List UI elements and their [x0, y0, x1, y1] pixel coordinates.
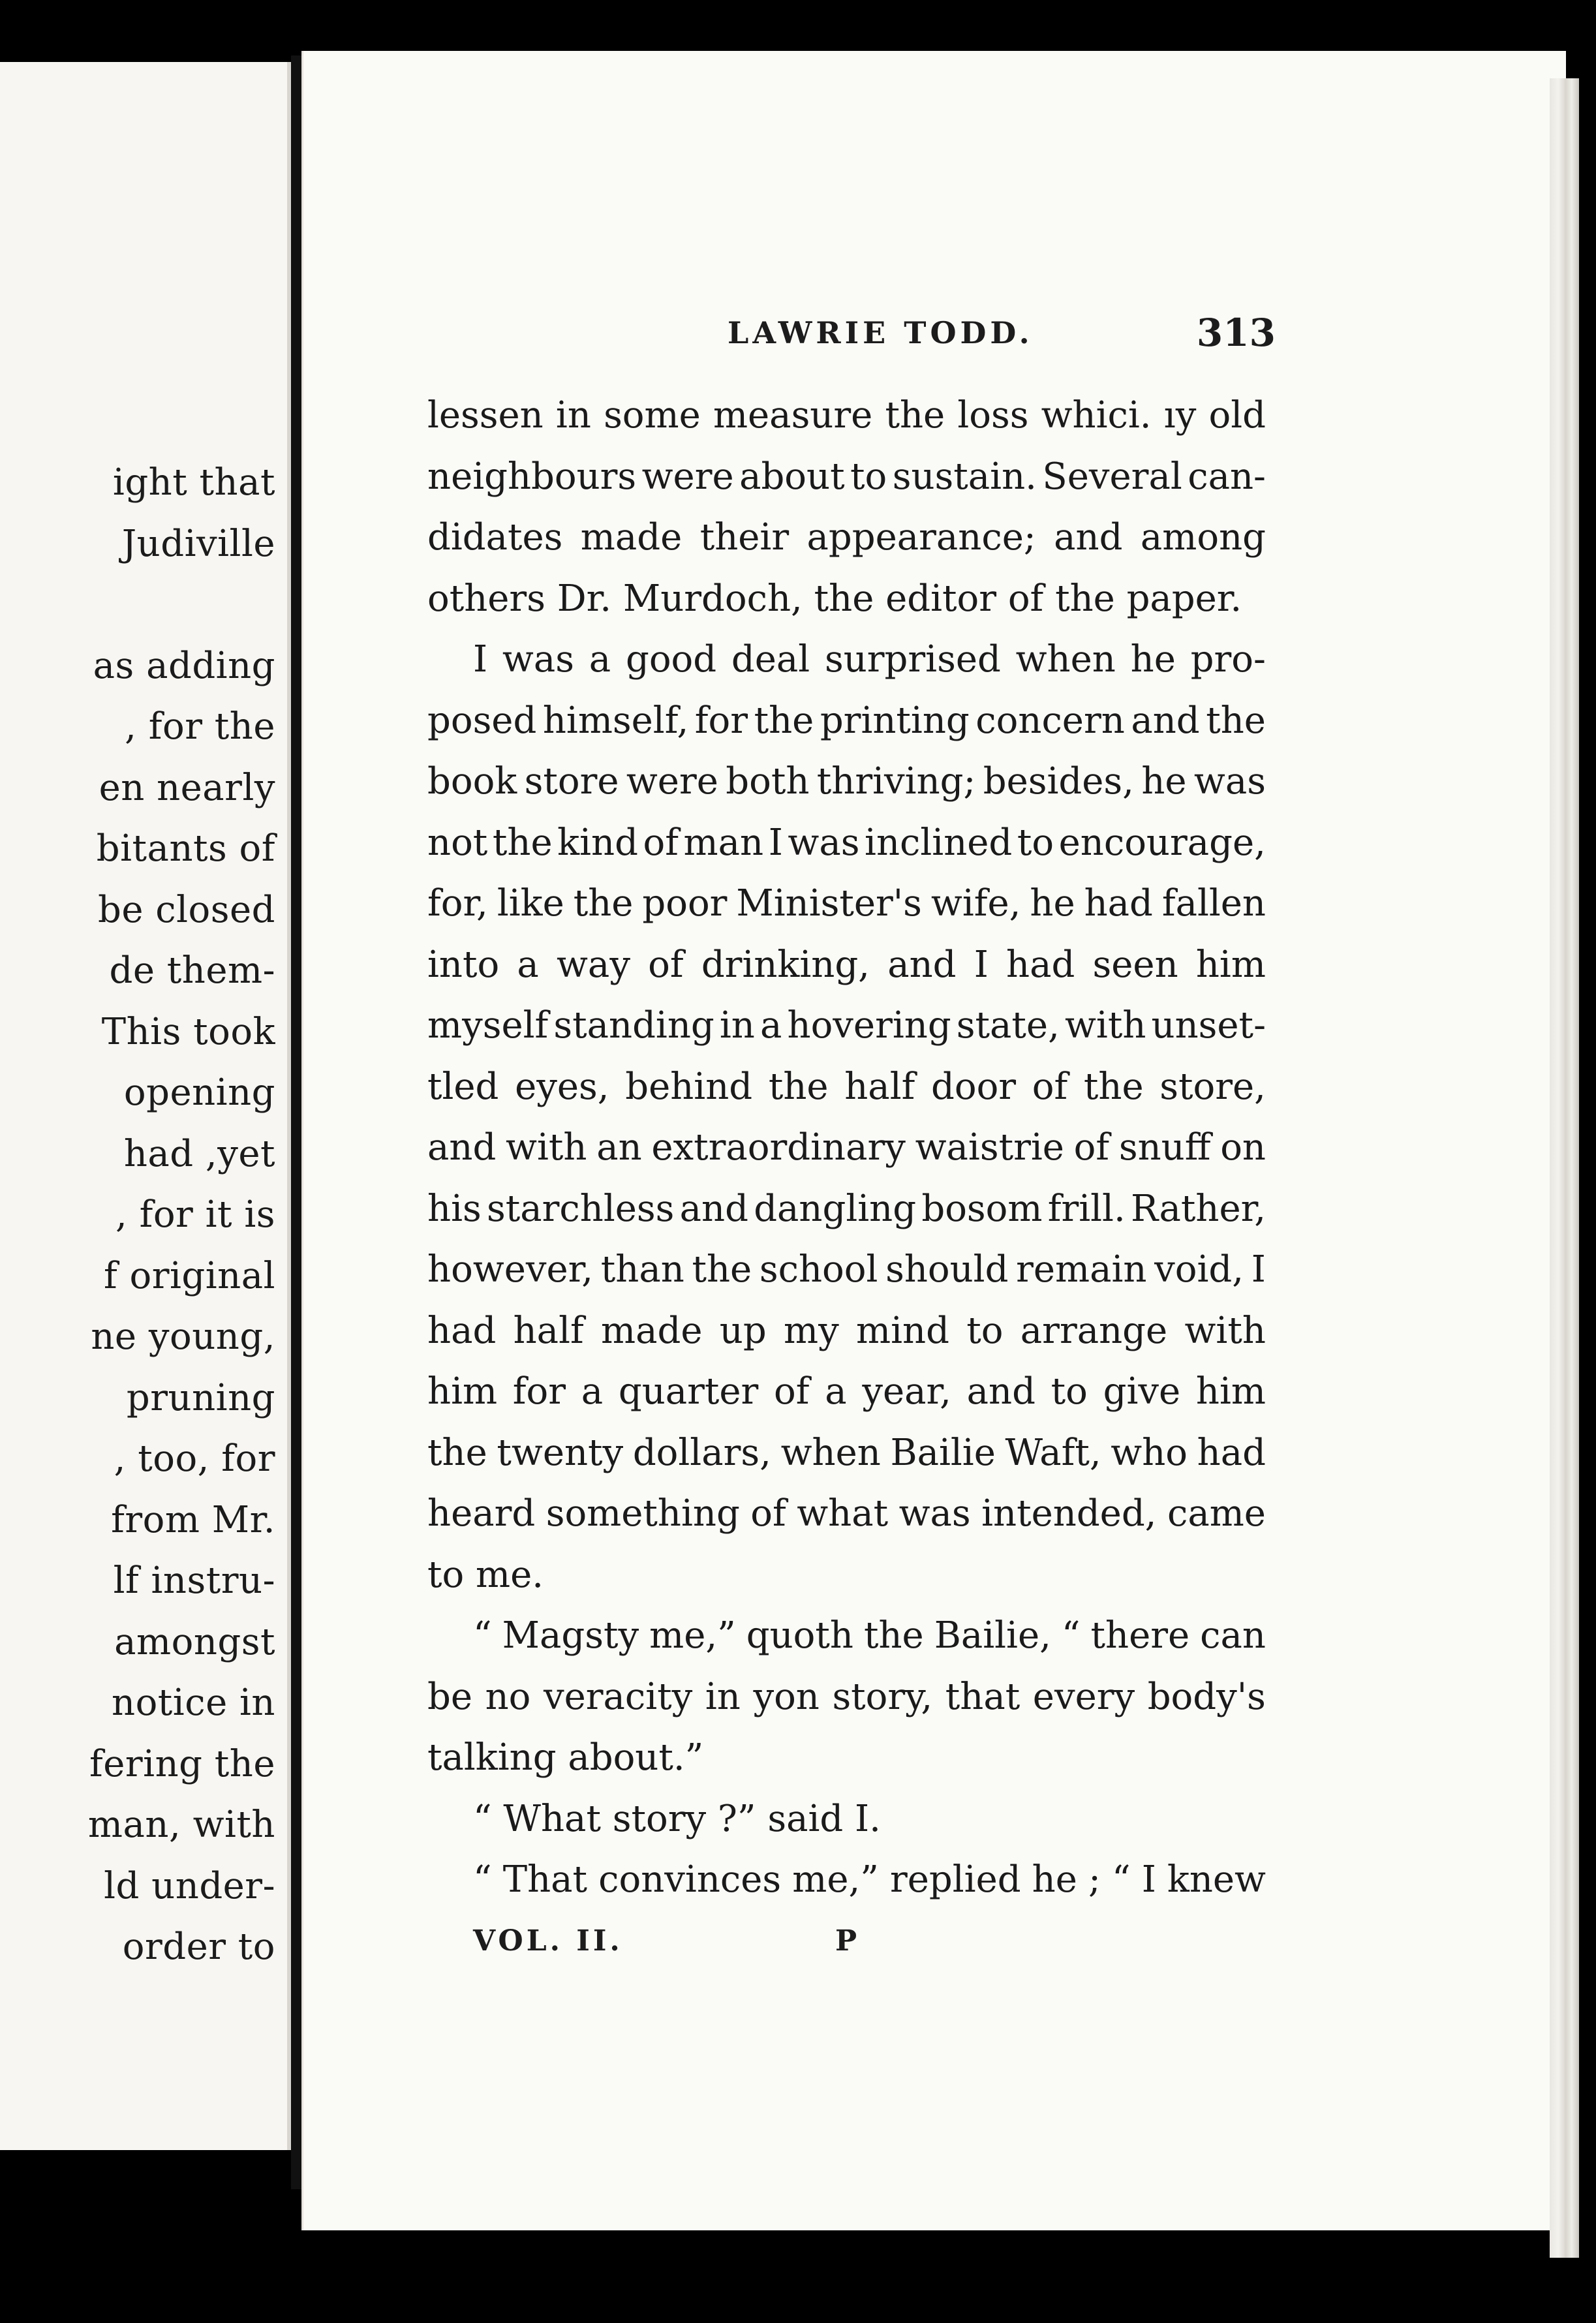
word: pro-: [1190, 638, 1266, 681]
word: surprised: [824, 638, 1001, 681]
page-edges: [1550, 78, 1579, 2258]
word: and: [427, 1126, 497, 1169]
word: a: [825, 1370, 847, 1413]
text-line: [427, 1483, 1266, 1545]
word: posed: [427, 699, 537, 742]
word: arrange: [1020, 1309, 1168, 1352]
word: “: [1111, 1858, 1131, 1901]
word: I: [1141, 1858, 1156, 1901]
word: were: [626, 760, 718, 803]
word: the: [1206, 699, 1266, 742]
word: the: [692, 1248, 752, 1291]
word: with: [506, 1126, 587, 1169]
word: yon: [753, 1675, 820, 1718]
word: to: [1051, 1370, 1088, 1413]
word: than: [600, 1248, 684, 1291]
text-line: [427, 751, 1266, 812]
word: half: [513, 1309, 584, 1352]
text-line: [427, 1178, 1266, 1240]
word: can: [1200, 1614, 1266, 1657]
word: I: [974, 943, 989, 986]
word: on: [1220, 1126, 1266, 1169]
text-line: [427, 568, 1266, 630]
word: me,”: [792, 1858, 879, 1901]
word: the: [427, 1431, 487, 1474]
text-line: [427, 812, 1266, 874]
word: made: [580, 516, 683, 559]
word: there: [1090, 1614, 1190, 1657]
text-line: [427, 1849, 1266, 1911]
word: for,: [427, 882, 488, 925]
left-page-line: as adding: [93, 644, 275, 687]
text-line: [427, 1667, 1266, 1728]
word: behind: [625, 1065, 753, 1108]
text-line: [427, 1117, 1266, 1178]
text-line: [427, 385, 1266, 446]
word: and: [1054, 516, 1123, 559]
left-page-line: pruning: [126, 1376, 275, 1419]
word: standing: [553, 1004, 714, 1047]
text-line: [427, 873, 1266, 934]
word: in: [719, 1004, 755, 1047]
left-page-line: fering the: [89, 1742, 275, 1785]
word: give: [1103, 1370, 1181, 1413]
word: man: [683, 821, 764, 864]
word: book: [427, 760, 517, 803]
word: him: [1195, 943, 1266, 986]
word: hovering: [787, 1004, 951, 1047]
left-page-line: from Mr.: [111, 1498, 275, 1541]
word: the: [754, 699, 814, 742]
word: inclined: [865, 821, 1013, 864]
text-line: [427, 1545, 1266, 1606]
word: and: [679, 1187, 748, 1230]
word: eyes,: [515, 1065, 609, 1108]
word: quarter: [618, 1370, 759, 1413]
word: seen: [1092, 943, 1178, 986]
word: frill.: [1047, 1187, 1126, 1230]
word: neighbours: [427, 455, 637, 498]
word: something: [545, 1492, 740, 1535]
word: for: [512, 1370, 566, 1413]
word: he: [1032, 1858, 1077, 1901]
word: snuff: [1118, 1126, 1211, 1169]
page-number: 313: [1196, 311, 1276, 355]
word: I: [473, 638, 488, 681]
word: up: [719, 1309, 767, 1352]
text-line: [427, 1300, 1266, 1362]
word: of: [1073, 1126, 1110, 1169]
word: knew: [1167, 1858, 1266, 1901]
word: unset-: [1151, 1004, 1266, 1047]
left-page: [0, 62, 291, 2150]
word: the: [1083, 1065, 1144, 1108]
word: into: [427, 943, 500, 986]
word: ;: [1088, 1858, 1101, 1901]
word: a: [517, 943, 539, 986]
text-line: [427, 1056, 1266, 1118]
text-line-content: talking about.”: [427, 1736, 704, 1779]
left-page-line: f original: [103, 1254, 275, 1297]
word: dangling: [754, 1187, 917, 1230]
signature-mark: P: [835, 1924, 857, 1958]
text-line: [427, 995, 1266, 1056]
left-page-line: ne young,: [91, 1315, 275, 1358]
word: Waft,: [1005, 1431, 1101, 1474]
word: my: [784, 1309, 839, 1352]
running-title: LAWRIE TODD.: [728, 315, 1034, 350]
word: for: [694, 699, 748, 742]
text-line: [427, 1239, 1266, 1300]
word: waistrie: [915, 1126, 1064, 1169]
word: he: [1130, 638, 1176, 681]
word: not: [427, 821, 488, 864]
word: me,”: [649, 1614, 736, 1657]
word: a: [581, 1370, 604, 1413]
word: printing: [820, 699, 970, 742]
left-page-text: [0, 452, 275, 1978]
word: That: [502, 1858, 588, 1901]
word: veracity: [543, 1675, 693, 1718]
left-page-line: This took: [101, 1010, 275, 1053]
left-page-line: ld under-: [104, 1864, 275, 1907]
word: appearance;: [806, 516, 1036, 559]
word: his: [427, 1187, 482, 1230]
word: old: [1208, 394, 1266, 437]
left-page-line: man, with: [87, 1804, 275, 1846]
word: and: [966, 1370, 1036, 1413]
left-page-line: opening: [123, 1071, 275, 1114]
text-line: [427, 1423, 1266, 1484]
word: the: [573, 882, 634, 925]
word: was: [898, 1492, 971, 1535]
word: Bailie,: [934, 1614, 1051, 1657]
word: myself: [427, 1004, 549, 1047]
text-line-content: “ What story ?” said I.: [473, 1797, 881, 1840]
text-line: [427, 1789, 1266, 1850]
word: both: [726, 760, 810, 803]
word: besides,: [983, 760, 1134, 803]
word: every: [1032, 1675, 1135, 1718]
left-page-line: be closed: [97, 888, 275, 931]
word: can-: [1188, 455, 1266, 498]
word: sustain.: [892, 455, 1037, 498]
word: however,: [427, 1248, 594, 1291]
word: of: [648, 943, 684, 986]
text-line: [427, 507, 1266, 568]
word: and: [887, 943, 957, 986]
body-text: [427, 385, 1266, 1911]
text-line: [427, 1727, 1266, 1789]
word: “: [473, 1614, 492, 1657]
word: year,: [862, 1370, 951, 1413]
word: the: [863, 1614, 924, 1657]
word: heard: [427, 1492, 536, 1535]
word: was: [788, 821, 860, 864]
word: Bailie: [890, 1431, 996, 1474]
word: made: [601, 1309, 703, 1352]
word: encourage,: [1058, 821, 1266, 864]
word: to: [1017, 821, 1054, 864]
text-line: [427, 1605, 1266, 1667]
word: twenty: [497, 1431, 624, 1474]
word: to: [966, 1309, 1004, 1352]
word: lessen: [427, 394, 544, 437]
word: he: [1030, 882, 1075, 925]
left-page-line: lf instru-: [113, 1560, 275, 1602]
word: when: [1015, 638, 1116, 681]
word: mind: [856, 1309, 949, 1352]
word: thriving;: [816, 760, 976, 803]
word: had: [1197, 1431, 1266, 1474]
word: kind: [557, 821, 638, 864]
word: void,: [1154, 1248, 1244, 1291]
word: a: [589, 638, 611, 681]
word: measure: [713, 394, 873, 437]
word: tled: [427, 1065, 499, 1108]
word: that: [945, 1675, 1021, 1718]
word: the: [768, 1065, 829, 1108]
text-line: [427, 446, 1266, 508]
word: with: [1184, 1309, 1266, 1352]
left-page-line: , for it is: [115, 1193, 275, 1236]
left-page-line: had ,yet: [123, 1132, 275, 1175]
text-line: [427, 629, 1266, 690]
word: him: [1195, 1370, 1266, 1413]
word: some: [604, 394, 701, 437]
left-page-line: ight that: [112, 461, 275, 504]
volume-signature: VOL. II.: [473, 1924, 623, 1958]
word: no: [485, 1675, 531, 1718]
word: an: [596, 1126, 642, 1169]
word: who: [1111, 1431, 1188, 1474]
word: extraordinary: [651, 1126, 906, 1169]
text-line: [427, 1361, 1266, 1423]
word: be: [427, 1675, 472, 1718]
word: had: [427, 1309, 497, 1352]
word: himself,: [542, 699, 689, 742]
word: Rather,: [1131, 1187, 1266, 1230]
word: intended,: [981, 1492, 1157, 1535]
word: in: [555, 394, 591, 437]
word: ıy: [1163, 394, 1197, 437]
word: state,: [956, 1004, 1060, 1047]
running-head: [427, 307, 1276, 359]
word: wife,: [930, 882, 1021, 925]
word: way: [557, 943, 630, 986]
word: came: [1167, 1492, 1266, 1535]
word: what: [797, 1492, 889, 1535]
word: had: [1006, 943, 1075, 986]
word: concern: [975, 699, 1125, 742]
text-line-content: to me.: [427, 1553, 544, 1596]
word: whici.: [1041, 394, 1152, 437]
word: didates: [427, 516, 563, 559]
word: in: [705, 1675, 741, 1718]
word: with: [1065, 1004, 1146, 1047]
word: among: [1140, 516, 1266, 559]
word: of: [643, 821, 679, 864]
word: their: [699, 516, 790, 559]
word: a: [760, 1004, 782, 1047]
word: replied: [890, 1858, 1021, 1901]
word: half: [844, 1065, 915, 1108]
word: of: [1032, 1065, 1068, 1108]
word: was: [502, 638, 574, 681]
word: to: [850, 455, 887, 498]
word: convinces: [598, 1858, 782, 1901]
word: “: [473, 1858, 492, 1901]
page-footer: [473, 1915, 930, 1967]
word: the: [492, 821, 553, 864]
left-page-line: en nearly: [99, 766, 275, 809]
word: starchless: [486, 1187, 675, 1230]
word: fallen: [1161, 882, 1266, 925]
word: good: [625, 638, 717, 681]
word: he: [1141, 760, 1187, 803]
word: bosom: [921, 1187, 1043, 1230]
word: was: [1193, 760, 1266, 803]
word: deal: [731, 638, 810, 681]
word: the: [885, 394, 945, 437]
left-page-line: , for the: [125, 705, 275, 748]
word: body's: [1147, 1675, 1266, 1718]
word: had: [1084, 882, 1153, 925]
word: door: [931, 1065, 1017, 1108]
left-page-line: order to: [122, 1926, 275, 1968]
word: loss: [957, 394, 1029, 437]
word: quoth: [746, 1614, 853, 1657]
word: Minister's: [736, 882, 922, 925]
left-page-line: bitants of: [96, 827, 275, 870]
word: when: [780, 1431, 881, 1474]
word: of: [750, 1492, 786, 1535]
word: Several: [1042, 455, 1182, 498]
word: about: [739, 455, 845, 498]
word: of: [774, 1370, 810, 1413]
left-page-line: amongst: [114, 1620, 275, 1663]
word: should: [885, 1248, 1009, 1291]
left-page-line: notice in: [112, 1682, 275, 1724]
word: dollars,: [632, 1431, 771, 1474]
word: I: [768, 821, 783, 864]
left-page-line: , too, for: [114, 1438, 275, 1480]
word: I: [1251, 1248, 1266, 1291]
text-line: [427, 690, 1266, 752]
left-page-line: Judiville: [121, 522, 275, 565]
word: remain: [1016, 1248, 1147, 1291]
word: him: [427, 1370, 498, 1413]
text-line: [427, 934, 1266, 996]
left-page-line: de them-: [109, 949, 275, 992]
word: poor: [642, 882, 728, 925]
word: store: [524, 760, 619, 803]
word: like: [497, 882, 564, 925]
word: were: [641, 455, 734, 498]
word: store,: [1159, 1065, 1266, 1108]
left-page-line: [0, 574, 275, 636]
word: and: [1131, 699, 1200, 742]
word: Magsty: [502, 1614, 639, 1657]
word: school: [759, 1248, 878, 1291]
text-line-content: others Dr. Murdoch, the editor of the paper.: [427, 577, 1242, 620]
word: drinking,: [701, 943, 870, 986]
word: “: [1061, 1614, 1081, 1657]
word: story,: [832, 1675, 933, 1718]
